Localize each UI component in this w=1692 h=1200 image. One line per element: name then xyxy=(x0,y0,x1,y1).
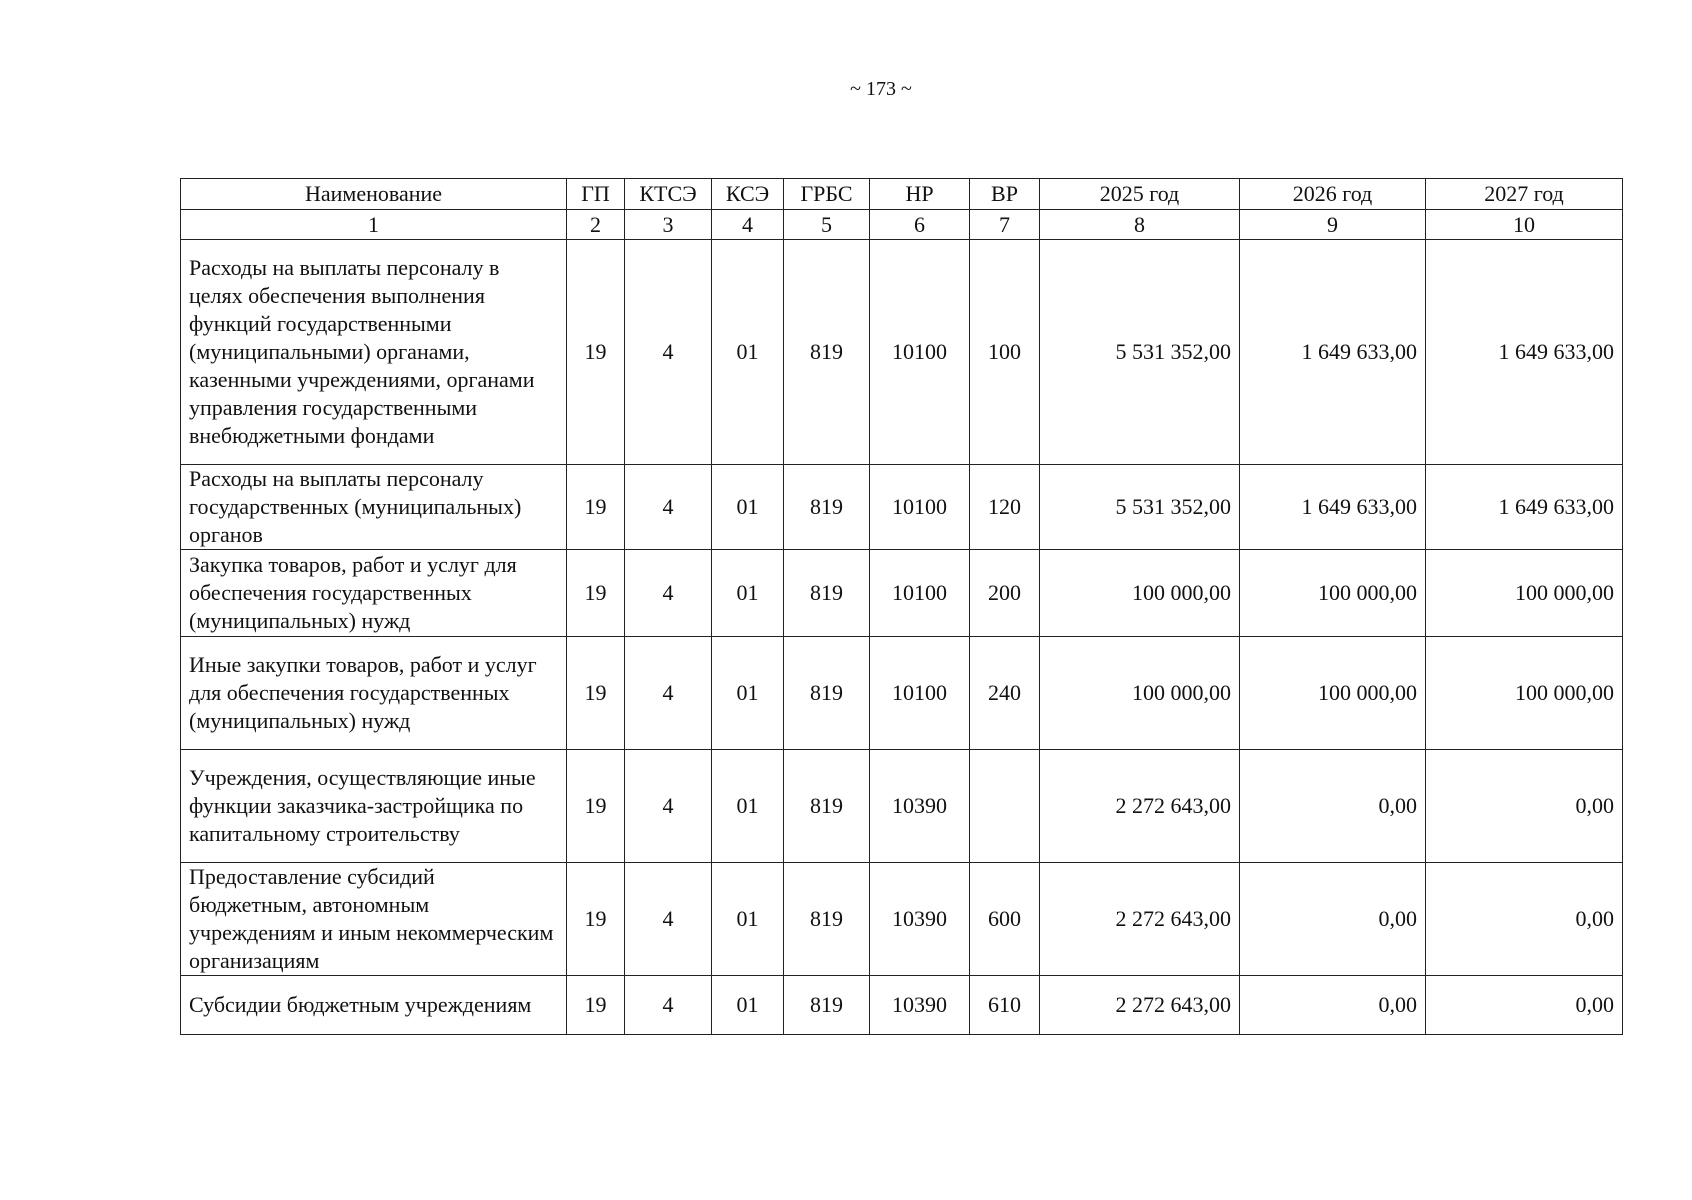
row-nr: 10100 xyxy=(870,637,970,750)
row-2027: 100 000,00 xyxy=(1426,637,1623,750)
row-2025: 2 272 643,00 xyxy=(1040,863,1240,976)
row-kse: 01 xyxy=(712,465,784,550)
column-number: 10 xyxy=(1426,210,1623,240)
row-grbs: 819 xyxy=(784,240,870,465)
row-nr: 10100 xyxy=(870,240,970,465)
header-nr: НР xyxy=(870,179,970,210)
row-ktse: 4 xyxy=(625,550,712,637)
row-2026: 0,00 xyxy=(1240,863,1426,976)
row-nr: 10390 xyxy=(870,750,970,863)
table-row xyxy=(181,863,1623,976)
row-2026: 1 649 633,00 xyxy=(1240,465,1426,550)
row-grbs: 819 xyxy=(784,550,870,637)
row-vr: 240 xyxy=(970,637,1040,750)
table-row xyxy=(181,465,1623,550)
column-number: 5 xyxy=(784,210,870,240)
row-2027: 0,00 xyxy=(1426,750,1623,863)
row-nr: 10390 xyxy=(870,976,970,1035)
row-2027: 100 000,00 xyxy=(1426,550,1623,637)
row-2027: 0,00 xyxy=(1426,976,1623,1035)
row-name: Закупка товаров, работ и услуг для обеспечения государственных (муниципальных) нужд xyxy=(181,550,567,637)
column-number-row xyxy=(181,210,1623,240)
row-gp: 19 xyxy=(567,976,625,1035)
row-2025: 2 272 643,00 xyxy=(1040,976,1240,1035)
row-name: Учреждения, осуществляющие иные функции заказчика-застройщика по капитальному строительству xyxy=(181,750,567,863)
row-2027: 1 649 633,00 xyxy=(1426,240,1623,465)
row-vr: 600 xyxy=(970,863,1040,976)
row-2025: 100 000,00 xyxy=(1040,637,1240,750)
row-2026: 0,00 xyxy=(1240,750,1426,863)
row-vr: 610 xyxy=(970,976,1040,1035)
header-gp: ГП xyxy=(567,179,625,210)
row-2025: 100 000,00 xyxy=(1040,550,1240,637)
row-gp: 19 xyxy=(567,550,625,637)
row-ktse: 4 xyxy=(625,750,712,863)
header-2025: 2025 год xyxy=(1040,179,1240,210)
row-2025: 2 272 643,00 xyxy=(1040,750,1240,863)
column-number: 1 xyxy=(181,210,567,240)
row-gp: 19 xyxy=(567,637,625,750)
row-2026: 100 000,00 xyxy=(1240,637,1426,750)
row-name: Иные закупки товаров, работ и услуг для обеспечения государственных (муниципальных) нужд xyxy=(181,637,567,750)
row-ktse: 4 xyxy=(625,465,712,550)
row-name: Расходы на выплаты персоналу в целях обеспечения выполнения функций государственными (муниципальными) органами, казенными учреждениями, органами управления государственными внебюджетными фондами xyxy=(181,240,567,465)
row-vr: 200 xyxy=(970,550,1040,637)
header-row xyxy=(181,179,1623,210)
row-vr: 120 xyxy=(970,465,1040,550)
column-number: 9 xyxy=(1240,210,1426,240)
row-2025: 5 531 352,00 xyxy=(1040,240,1240,465)
row-grbs: 819 xyxy=(784,465,870,550)
row-gp: 19 xyxy=(567,750,625,863)
row-nr: 10390 xyxy=(870,863,970,976)
header-ktse: КТСЭ xyxy=(625,179,712,210)
row-gp: 19 xyxy=(567,240,625,465)
table-row xyxy=(181,550,1623,637)
row-2026: 0,00 xyxy=(1240,976,1426,1035)
row-kse: 01 xyxy=(712,240,784,465)
row-grbs: 819 xyxy=(784,863,870,976)
row-kse: 01 xyxy=(712,550,784,637)
row-grbs: 819 xyxy=(784,976,870,1035)
row-grbs: 819 xyxy=(784,750,870,863)
column-number: 6 xyxy=(870,210,970,240)
row-kse: 01 xyxy=(712,750,784,863)
row-name: Предоставление субсидий бюджетным, автономным учреждениям и иным некоммерческим организациям xyxy=(181,863,567,976)
table-row xyxy=(181,750,1623,863)
table-row xyxy=(181,976,1623,1035)
row-kse: 01 xyxy=(712,976,784,1035)
row-2027: 0,00 xyxy=(1426,863,1623,976)
row-gp: 19 xyxy=(567,465,625,550)
column-number: 3 xyxy=(625,210,712,240)
row-ktse: 4 xyxy=(625,240,712,465)
row-ktse: 4 xyxy=(625,976,712,1035)
row-vr: 100 xyxy=(970,240,1040,465)
row-ktse: 4 xyxy=(625,863,712,976)
row-name: Расходы на выплаты персоналу государственных (муниципальных) органов xyxy=(181,465,567,550)
header-kse: КСЭ xyxy=(712,179,784,210)
header-vr: ВР xyxy=(970,179,1040,210)
column-number: 2 xyxy=(567,210,625,240)
row-2026: 1 649 633,00 xyxy=(1240,240,1426,465)
budget-table xyxy=(180,178,1623,1035)
row-name: Субсидии бюджетным учреждениям xyxy=(181,976,567,1035)
header-2026: 2026 год xyxy=(1240,179,1426,210)
row-2025: 5 531 352,00 xyxy=(1040,465,1240,550)
row-nr: 10100 xyxy=(870,550,970,637)
row-2026: 100 000,00 xyxy=(1240,550,1426,637)
row-kse: 01 xyxy=(712,637,784,750)
column-number: 4 xyxy=(712,210,784,240)
column-number: 8 xyxy=(1040,210,1240,240)
row-vr xyxy=(970,750,1040,863)
column-number: 7 xyxy=(970,210,1040,240)
header-name: Наименование xyxy=(181,179,567,210)
table-row xyxy=(181,240,1623,465)
row-ktse: 4 xyxy=(625,637,712,750)
row-2027: 1 649 633,00 xyxy=(1426,465,1623,550)
table-row xyxy=(181,637,1623,750)
row-grbs: 819 xyxy=(784,637,870,750)
page-number: ~ 173 ~ xyxy=(850,78,912,100)
row-kse: 01 xyxy=(712,863,784,976)
header-grbs: ГРБС xyxy=(784,179,870,210)
header-2027: 2027 год xyxy=(1426,179,1623,210)
row-gp: 19 xyxy=(567,863,625,976)
row-nr: 10100 xyxy=(870,465,970,550)
